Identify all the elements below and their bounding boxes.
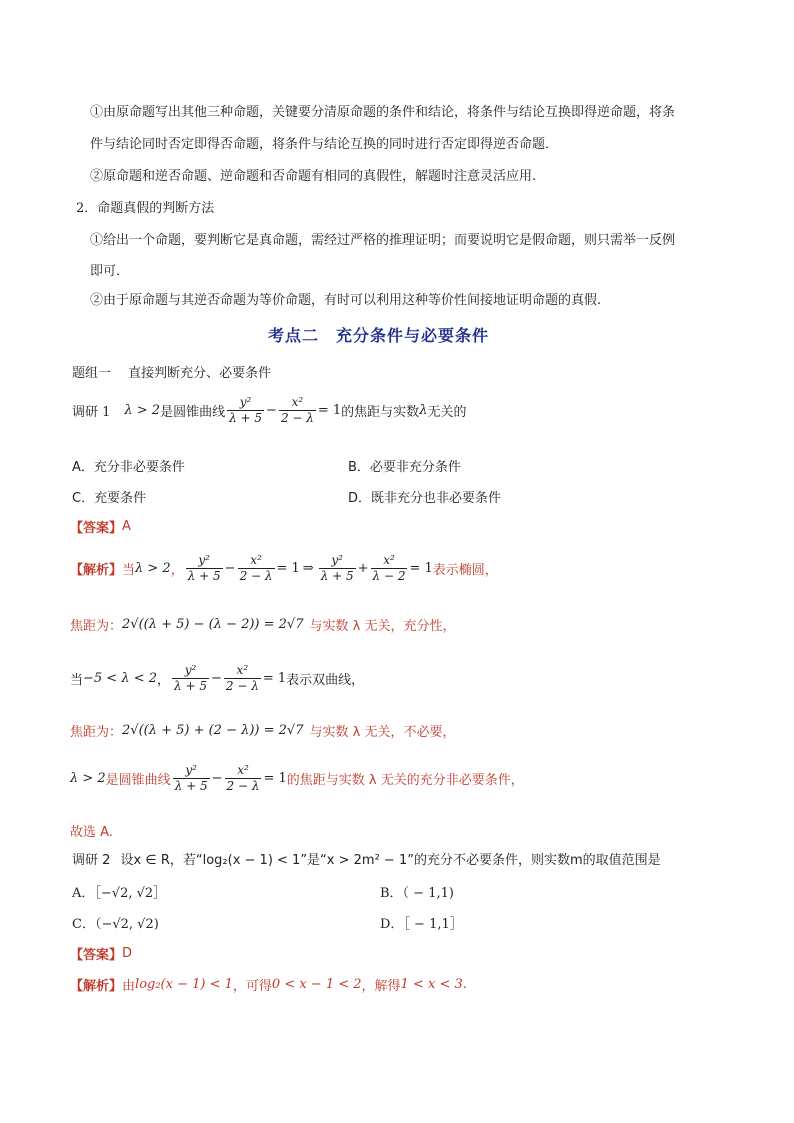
q2-option-b: B．（ − 1,1)	[380, 886, 454, 901]
q2-analysis-result: 1 < x < 3.	[400, 977, 467, 992]
q1-analysis-condition: λ > 2	[135, 561, 171, 576]
q1-analysis-equals-1: = 1	[276, 561, 300, 576]
q1-focal-expression-2: 2√((λ + 5) + (2 − λ)) = 2√7	[122, 723, 304, 738]
q2-analysis-log: log₂(x − 1) < 1	[135, 977, 233, 992]
q1-summary-condition: λ > 2	[70, 771, 106, 786]
q1-focal-expression-1: 2√((λ + 5) − (λ − 2)) = 2√7	[122, 617, 304, 632]
q1-analysis-fraction-3-denominator: λ + 5	[320, 569, 354, 583]
q1-analysis-fraction-3-numerator: y²	[319, 553, 356, 569]
q1-summary-fraction-1-numerator: y²	[173, 763, 210, 779]
q1-fraction-2	[279, 395, 316, 426]
q1-text-1: 是圆锥曲线	[160, 405, 226, 420]
q1-analysis-fraction-2	[238, 553, 275, 584]
q1-hyperbola-fraction-1-denominator: λ + 5	[174, 679, 207, 693]
q1-analysis-fraction-4-denominator: λ − 2	[372, 569, 406, 583]
q1-equals-one: = 1	[317, 403, 342, 418]
q2-option-d: D．［ − 1,1］	[380, 917, 463, 932]
q1-hyperbola-minus: −	[210, 671, 222, 686]
q1-hyperbola-comma: ，	[157, 673, 171, 688]
q1-focal-label-1: 焦距为：	[70, 619, 123, 634]
q1-option-a: A．充分非必要条件	[72, 460, 185, 475]
question-1-label: 调研 1	[72, 405, 111, 420]
q1-analysis-comma: ，	[170, 563, 184, 578]
q1-analysis-line-4	[70, 721, 455, 740]
q1-analysis-fraction-4-numerator: x²	[371, 553, 408, 569]
question-1-stem	[72, 395, 466, 426]
q1-focal-label-2: 焦距为：	[70, 725, 123, 740]
paragraph-3-line-1: ①给出一个命题，要判断它是真命题，需经过严格的推理证明；而要说明它是假命题，则只需举一反例	[90, 233, 676, 248]
q1-focal-note-1: 与实数 λ 无关，充分性，	[309, 619, 456, 634]
problem-group-label: 题组一 直接判断充分、必要条件	[72, 366, 272, 381]
q1-analysis-ellipse: 表示椭圆，	[432, 563, 498, 578]
q1-analysis-equation	[184, 553, 433, 584]
paragraph-1-line-2: 件与结论同时否定即得否命题，将条件与结论互换的同时进行否定即得逆否命题．	[90, 137, 559, 152]
q1-analysis-pre: 当	[122, 563, 136, 578]
q1-analysis-fraction-1-numerator: y²	[186, 553, 223, 569]
q1-summary-equals: = 1	[263, 771, 287, 786]
q2-analysis-pre: 由	[122, 979, 136, 994]
q1-minus: −	[266, 403, 277, 418]
q1-analysis-fraction-1-denominator: λ + 5	[187, 569, 221, 583]
q1-analysis-equals-2: = 1	[409, 561, 433, 576]
q2-option-c: C．（−√2, √2)	[72, 917, 159, 932]
q1-analysis-fraction-3	[319, 553, 356, 584]
q1-hyperbola-equals: = 1	[262, 671, 287, 686]
q2-analysis-tag: 【解析】	[70, 979, 123, 994]
question-2-label: 调研 2	[72, 853, 111, 868]
q1-analysis-fraction-1	[186, 553, 223, 584]
q2-answer-tag: 【答案】	[70, 948, 123, 963]
q1-analysis-fraction-4	[371, 553, 408, 584]
q1-hyperbola-fraction-2-denominator: 2 − λ	[225, 679, 259, 693]
q2-answer-value: D	[122, 946, 133, 961]
q1-summary-fraction-2-numerator: x²	[225, 763, 262, 779]
q1-hyperbola-fraction-1-numerator: y²	[172, 663, 209, 679]
q1-summary-fraction-1-denominator: λ + 5	[174, 779, 208, 793]
q1-analysis-line-5	[70, 763, 524, 794]
q1-analysis-line-1	[70, 553, 498, 584]
q1-text-3: 无关的	[427, 405, 467, 420]
q1-option-b: B．必要非充分条件	[348, 460, 461, 475]
question-2-text: 设x ∈ R，若“log₂(x − 1) < 1”是“x > 2m² − 1”的充分不必要条件，则实数m的取值范围是	[120, 853, 661, 868]
q2-analysis	[70, 975, 467, 994]
q1-lambda: λ	[419, 403, 428, 418]
q1-hyperbola-fraction-2-numerator: x²	[224, 663, 261, 679]
q1-option-c: C．充要条件	[72, 491, 147, 506]
q1-summary-fraction-1	[173, 763, 210, 794]
q2-analysis-inequality: 0 < x − 1 < 2	[271, 977, 362, 992]
subheading-2: 2．命题真假的判断方法	[76, 201, 215, 216]
q1-fraction-1	[227, 395, 264, 426]
q1-text-2: 的焦距与实数	[341, 405, 420, 420]
q2-option-a: A．［−√2, √2］	[72, 886, 167, 901]
question-2-stem	[72, 849, 661, 868]
q1-answer	[70, 517, 131, 536]
q1-summary-fraction-2-denominator: 2 − λ	[226, 779, 260, 793]
q1-analysis-fraction-2-numerator: x²	[238, 553, 275, 569]
q1-analysis-plus: +	[357, 561, 369, 576]
q2-analysis-mid-2: ，解得	[361, 979, 401, 994]
paragraph-3-line-2: 即可．	[90, 264, 130, 279]
q1-answer-tag: 【答案】	[70, 521, 123, 536]
q1-fraction-2-denominator: 2 − λ	[280, 411, 314, 425]
q1-analysis-minus: −	[224, 561, 236, 576]
q1-hyperbola-condition: −5 < λ < 2	[83, 671, 158, 686]
q1-summary-text: 是圆锥曲线	[105, 773, 171, 788]
q1-fraction-1-numerator: y²	[227, 395, 264, 411]
paragraph-2: ②原命题和逆否命题、逆命题和否命题有相同的真假性，解题时注意灵活应用.	[90, 169, 537, 184]
q1-analysis-line-3	[70, 663, 364, 694]
q1-hyperbola-pre: 当	[70, 673, 84, 688]
q1-hyperbola-fraction-1	[172, 663, 209, 694]
q2-analysis-mid: ，可得	[232, 979, 272, 994]
section-title: 考点二 充分条件与必要条件	[268, 326, 490, 345]
q1-answer-value: A	[122, 519, 131, 534]
paragraph-1-line-1: ①由原命题写出其他三种命题，关键要分清原命题的条件和结论，将条件与结论互换即得逆命题，将条	[90, 105, 676, 120]
q1-analysis-tag: 【解析】	[70, 563, 123, 578]
q1-focal-note-2: 与实数 λ 无关，不必要，	[309, 725, 456, 740]
q2-answer	[70, 944, 132, 963]
q1-fraction-1-denominator: λ + 5	[229, 411, 263, 425]
q1-analysis-fraction-2-denominator: 2 − λ	[239, 569, 273, 583]
q1-analysis-line-2	[70, 615, 455, 634]
q1-summary-fraction-2	[225, 763, 262, 794]
q1-summary-note: 的焦距与实数 λ 无关的充分非必要条件，	[286, 773, 524, 788]
q1-condition: λ > 2	[124, 403, 161, 418]
q1-option-d: D．既非充分也非必要条件	[348, 491, 502, 506]
q1-summary-minus: −	[211, 771, 223, 786]
q1-fraction-2-numerator: x²	[279, 395, 316, 411]
paragraph-4: ②由于原命题与其逆否命题为等价命题，有时可以利用这种等价性间接地证明命题的真假.	[90, 293, 602, 308]
q1-hyperbola-fraction-2	[224, 663, 261, 694]
q1-analysis-implies: ⇒	[302, 561, 314, 576]
q1-hyperbola-note: 表示双曲线，	[286, 673, 365, 688]
q1-conclusion: 故选 A.	[70, 825, 113, 840]
